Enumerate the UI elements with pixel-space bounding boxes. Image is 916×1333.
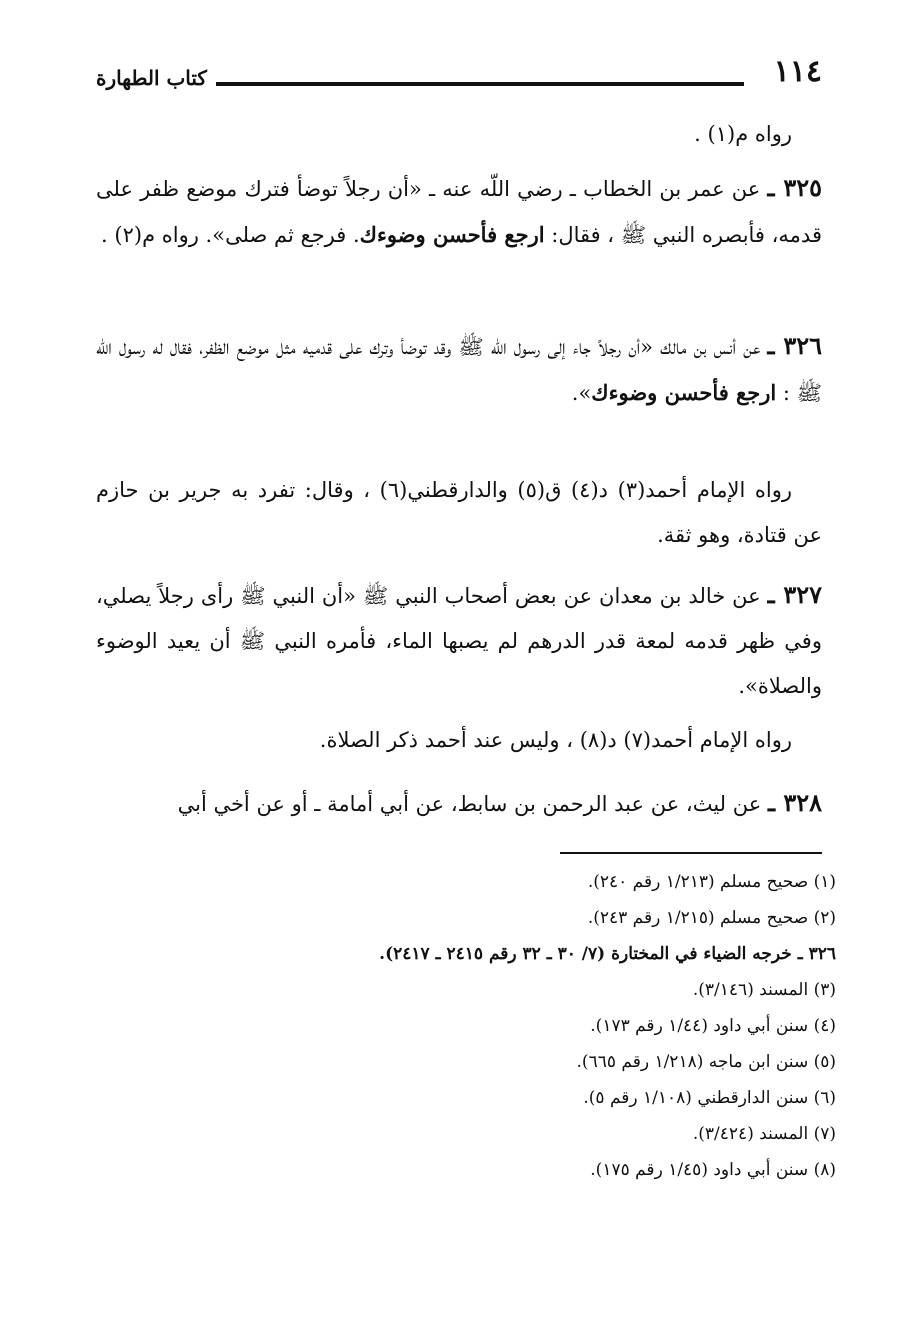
hadith-text: . فرجع ثم صلى». رواه م(٢) . bbox=[101, 223, 360, 247]
footnote-item: ٣٢٦ ـ خرجه الضياء في المختارة (٧/ ٣٠ ـ ٣٢ رقم ٢٤١٥ ـ ٢٤١٧). bbox=[379, 944, 836, 964]
footnote-rule bbox=[560, 852, 822, 854]
header-rule bbox=[216, 82, 744, 86]
footnote-item: (٥) سنن ابن ماجه (١/٢١٨ رقم ٦٦٥). bbox=[576, 1052, 836, 1072]
footnote-item: (٣) المسند (٣/١٤٦). bbox=[692, 980, 836, 1000]
hadith-text: عن أنس بن مالك «أن رجلاً جاء إلى رسول اللّه ﷺ وقد توضأ وترك على قدميه مثل موضع الظفر، فقال له رسول اللّه ﷺ : bbox=[96, 335, 822, 405]
hadith-emphasis: ارجع فأحسن وضوءك bbox=[359, 222, 545, 247]
hadith-number: ٣٢٥ ـ bbox=[767, 173, 822, 202]
hadith-number: ٣٢٧ ـ bbox=[767, 580, 822, 609]
footnotes bbox=[96, 864, 836, 1188]
footnote-item: (٢) صحيح مسلم (١/٢١٥ رقم ٢٤٣). bbox=[587, 908, 836, 928]
page-number: ١١٤ bbox=[773, 54, 822, 89]
footnote-item: (٦) سنن الدارقطني (١/١٠٨ رقم ٥). bbox=[583, 1088, 836, 1108]
hadith-327 bbox=[96, 572, 822, 709]
footnote-item: (٤) سنن أبي داود (١/٤٤ رقم ١٧٣). bbox=[590, 1016, 836, 1036]
hadith-327-note bbox=[96, 718, 822, 763]
narration-line bbox=[96, 112, 822, 157]
hadith-text: عن خالد بن معدان عن بعض أصحاب النبي ﷺ «أن النبي ﷺ رأى رجلاً يصلي، وفي ظهر قدمه لمعة قدر الدرهم لم يصبها الماء، فأمره النبي ﷺ أن يعيد الوضوء والصلاة». bbox=[96, 584, 822, 698]
running-header bbox=[96, 52, 822, 98]
hadith-emphasis: ارجع فأحسن وضوءك bbox=[591, 380, 777, 405]
footnote-item: (١) صحيح مسلم (١/٢١٣ رقم ٢٤٠). bbox=[587, 872, 836, 892]
hadith-number: ٣٢٨ ـ bbox=[767, 788, 822, 817]
hadith-text: عن عمر بن الخطاب ـ رضي اللّه عنه ـ «أن رجلاً توضأ فترك موضع ظفر على قدمه، فأبصره النبي ﷺ ، فقال: bbox=[96, 177, 822, 247]
takhrij-text: رواه الإمام أحمد(٧) د(٨) ، وليس عند أحمد ذكر الصلاة. bbox=[319, 728, 792, 752]
hadith-325 bbox=[96, 165, 822, 258]
footnote-item: (٧) المسند (٣/٤٢٤). bbox=[692, 1124, 836, 1144]
hadith-text: ». bbox=[571, 381, 592, 405]
hadith-328 bbox=[96, 780, 822, 827]
hadith-number: ٣٢٦ ـ bbox=[767, 331, 822, 360]
book-title: كتاب الطهارة bbox=[96, 66, 207, 90]
hadith-326 bbox=[96, 323, 822, 416]
takhrij-text: رواه الإمام أحمد(٣) د(٤) ق(٥) والدارقطني(٦) ، وقال: تفرد به جرير بن حازم عن قتادة، وهو ثقة. bbox=[96, 478, 822, 547]
narration-text: رواه م(١) . bbox=[694, 122, 792, 146]
hadith-text: عن ليث، عن عبد الرحمن بن سابط، عن أبي أمامة ـ أو عن أخي أبي bbox=[177, 792, 762, 816]
footnote-item: (٨) سنن أبي داود (١/٤٥ رقم ١٧٥). bbox=[590, 1160, 836, 1180]
hadith-326-note bbox=[96, 468, 822, 558]
